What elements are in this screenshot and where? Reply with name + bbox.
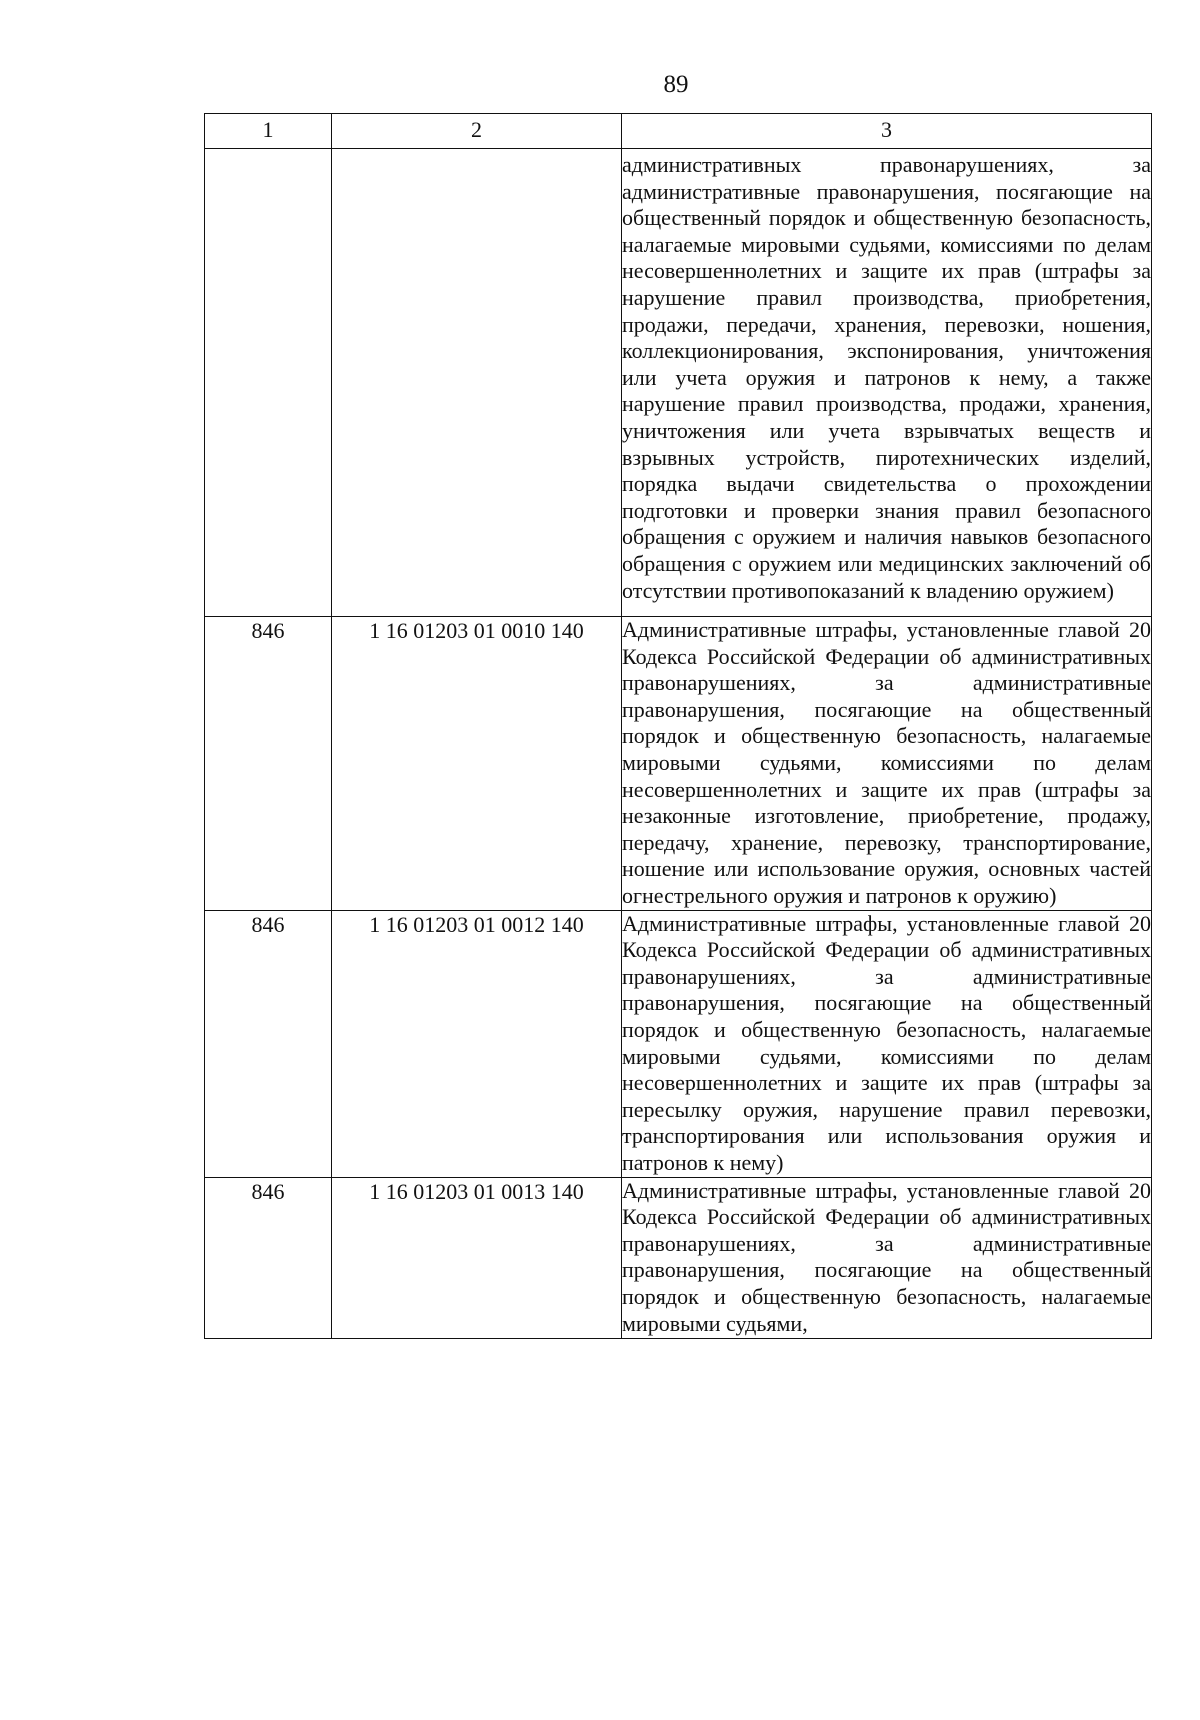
- admin-code-cell: 846: [205, 617, 332, 911]
- budget-code-table: [204, 113, 1152, 1339]
- budget-code-cell: 1 16 01203 01 0013 140: [332, 1177, 622, 1339]
- admin-code-cell: [205, 149, 332, 617]
- description-cell: [622, 910, 1152, 1177]
- column-header-2: 2: [332, 114, 622, 149]
- description-cell: [622, 1177, 1152, 1339]
- description-text: административных правонарушениях, за административные правонарушения, посягающие на общественный порядок и общественную безопасность, налагаемые мировыми судьями, комиссиями по делам несовершеннолетних и защите их прав (штрафы за нарушение правил производства, приобретения, продажи, передачи, хранения, перевозки, ношения, коллекционирования, экспонирования, уничтожения или учета оружия и патронов к нему, а также нарушение правил производства, продажи, хранения, уничтожения или учета взрывчатых веществ и взрывных устройств, пиротехнических изделий, порядка выдачи свидетельства о прохождении подготовки и проверки знания правил безопасного обращения с оружием и наличия навыков безопасного обращения с оружием или медицинских заключений об отсутствии противопоказаний к владению оружием): [622, 152, 1151, 603]
- column-header-3: 3: [622, 114, 1152, 149]
- budget-code-cell: [332, 149, 622, 617]
- table-row: [205, 1177, 1152, 1339]
- table-header-row: [205, 114, 1152, 149]
- description-text: Административные штрафы, установленные главой 20 Кодекса Российской Федерации об административных правонарушениях, за административные правонарушения, посягающие на общественный порядок и общественную безопасность, налагаемые мировыми судьями, комиссиями по делам несовершеннолетних и защите их прав (штрафы за незаконные изготовление, приобретение, продажу, передачу, хранение, перевозку, транспортирование, ношение или использование оружия, основных частей огнестрельного оружия и патронов к оружию): [622, 617, 1151, 909]
- admin-code-cell: 846: [205, 1177, 332, 1339]
- column-header-1: 1: [205, 114, 332, 149]
- table-row: [205, 149, 1152, 617]
- page-number: 89: [663, 71, 689, 98]
- budget-code-cell: 1 16 01203 01 0010 140: [332, 617, 622, 911]
- description-text: Административные штрафы, установленные главой 20 Кодекса Российской Федерации об административных правонарушениях, за административные правонарушения, посягающие на общественный порядок и общественную безопасность, налагаемые мировыми судьями, комиссиями по делам несовершеннолетних и защите их прав (штрафы за пересылку оружия, нарушение правил перевозки, транспортирования или использования оружия и патронов к нему): [622, 910, 1151, 1175]
- table-row: [205, 617, 1152, 911]
- description-cell: [622, 149, 1152, 617]
- budget-code-cell: 1 16 01203 01 0012 140: [332, 910, 622, 1177]
- description-cell: [622, 617, 1152, 911]
- description-text: Административные штрафы, установленные главой 20 Кодекса Российской Федерации об административных правонарушениях, за административные правонарушения, посягающие на общественный порядок и общественную безопасность, налагаемые мировыми судьями,: [622, 1177, 1151, 1336]
- table-row: [205, 910, 1152, 1177]
- admin-code-cell: 846: [205, 910, 332, 1177]
